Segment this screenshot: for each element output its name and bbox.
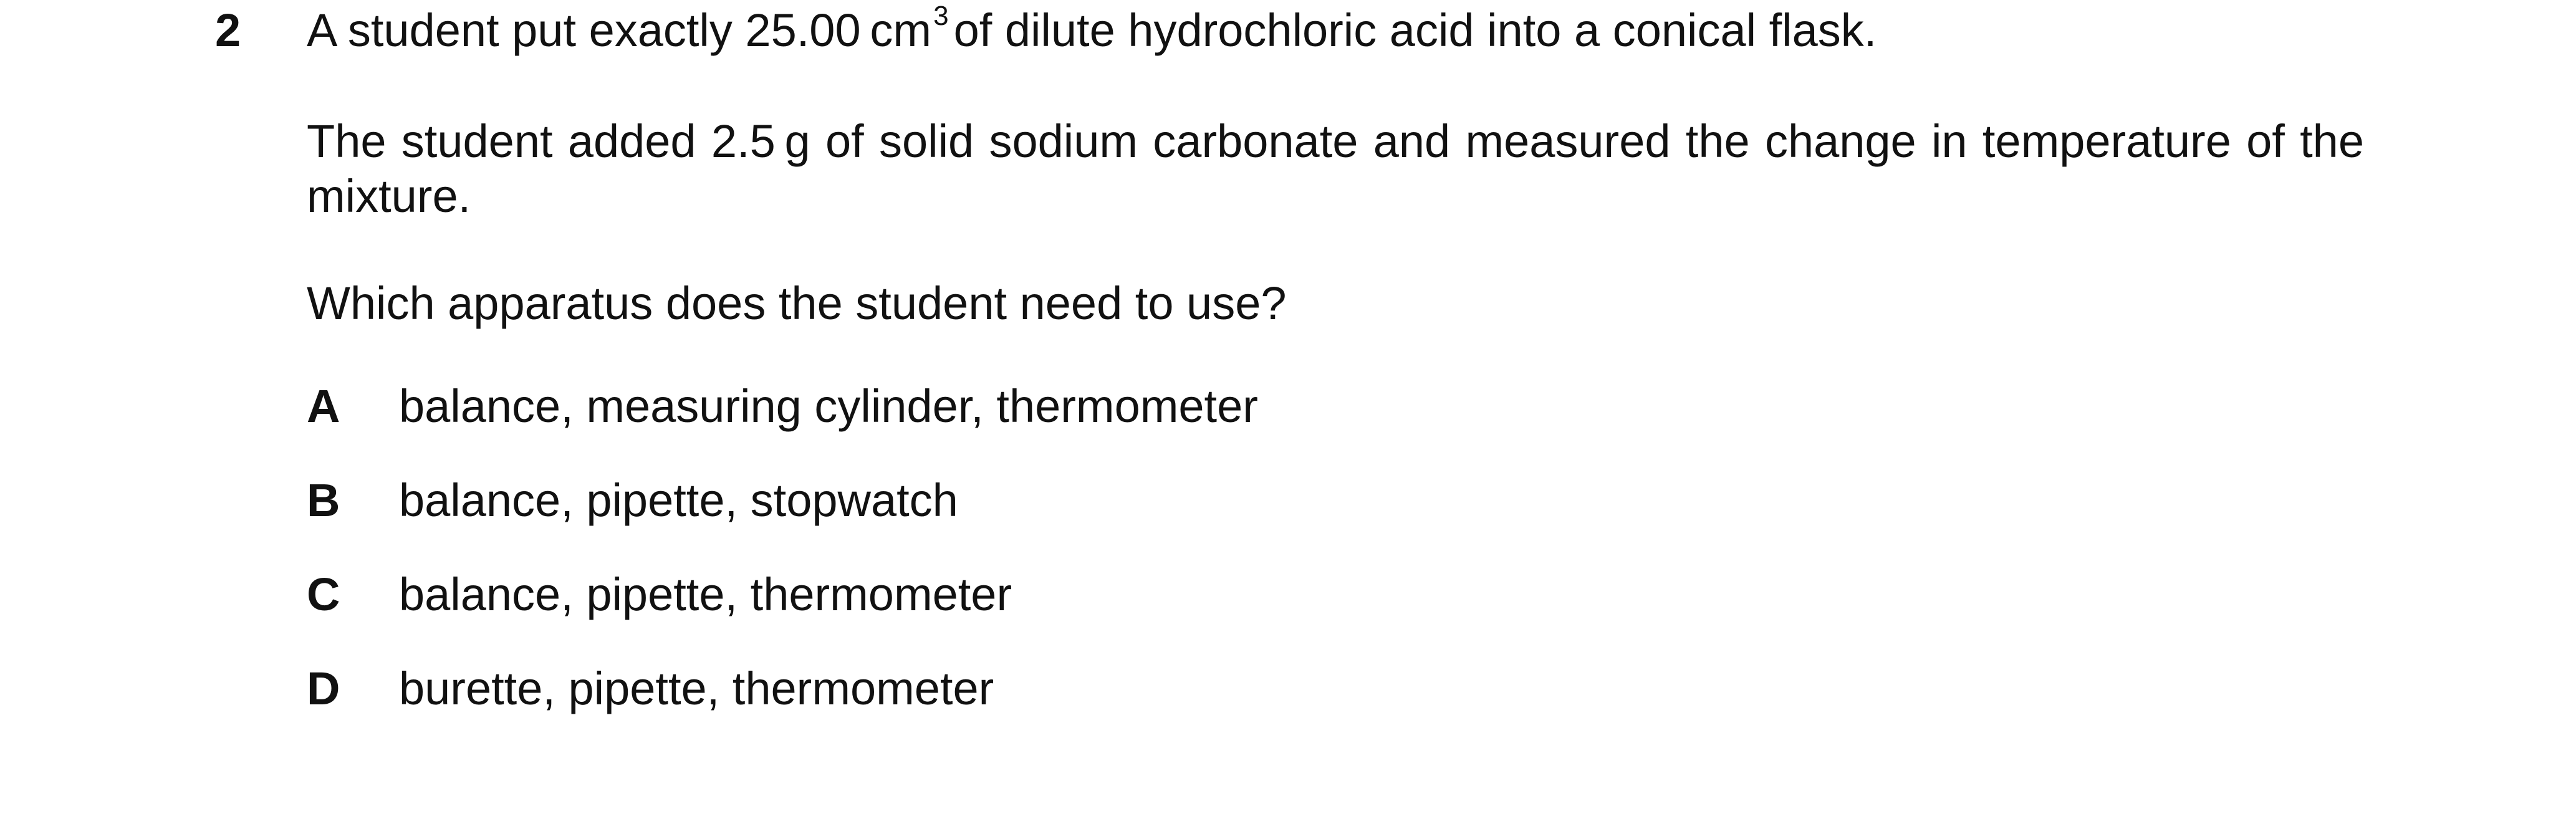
option-c-text: balance, pipette, thermometer	[399, 568, 1012, 620]
question-intro	[307, 1, 1877, 56]
option-a-letter: A	[307, 380, 340, 432]
option-d-text: burette, pipette, thermometer	[399, 663, 994, 714]
option-b-letter: B	[307, 474, 340, 526]
option-d-letter: D	[307, 663, 340, 714]
question-number: 2	[215, 4, 241, 56]
option-c-letter: C	[307, 568, 340, 620]
intro-text-start: A student put exactly 25.00 cm	[307, 4, 932, 56]
question-prompt: Which apparatus does the student need to use?	[307, 277, 1287, 329]
option-b-text: balance, pipette, stopwatch	[399, 474, 958, 526]
intro-text-end: of dilute hydrochloric acid into a conical flask.	[953, 4, 1877, 56]
intro-superscript: 3	[933, 1, 949, 31]
option-a-text: balance, measuring cylinder, thermometer	[399, 380, 1258, 432]
question-paragraph: The student added 2.5 g of solid sodium carbonate and measured the change in temperature of the mixture.	[307, 115, 2364, 222]
